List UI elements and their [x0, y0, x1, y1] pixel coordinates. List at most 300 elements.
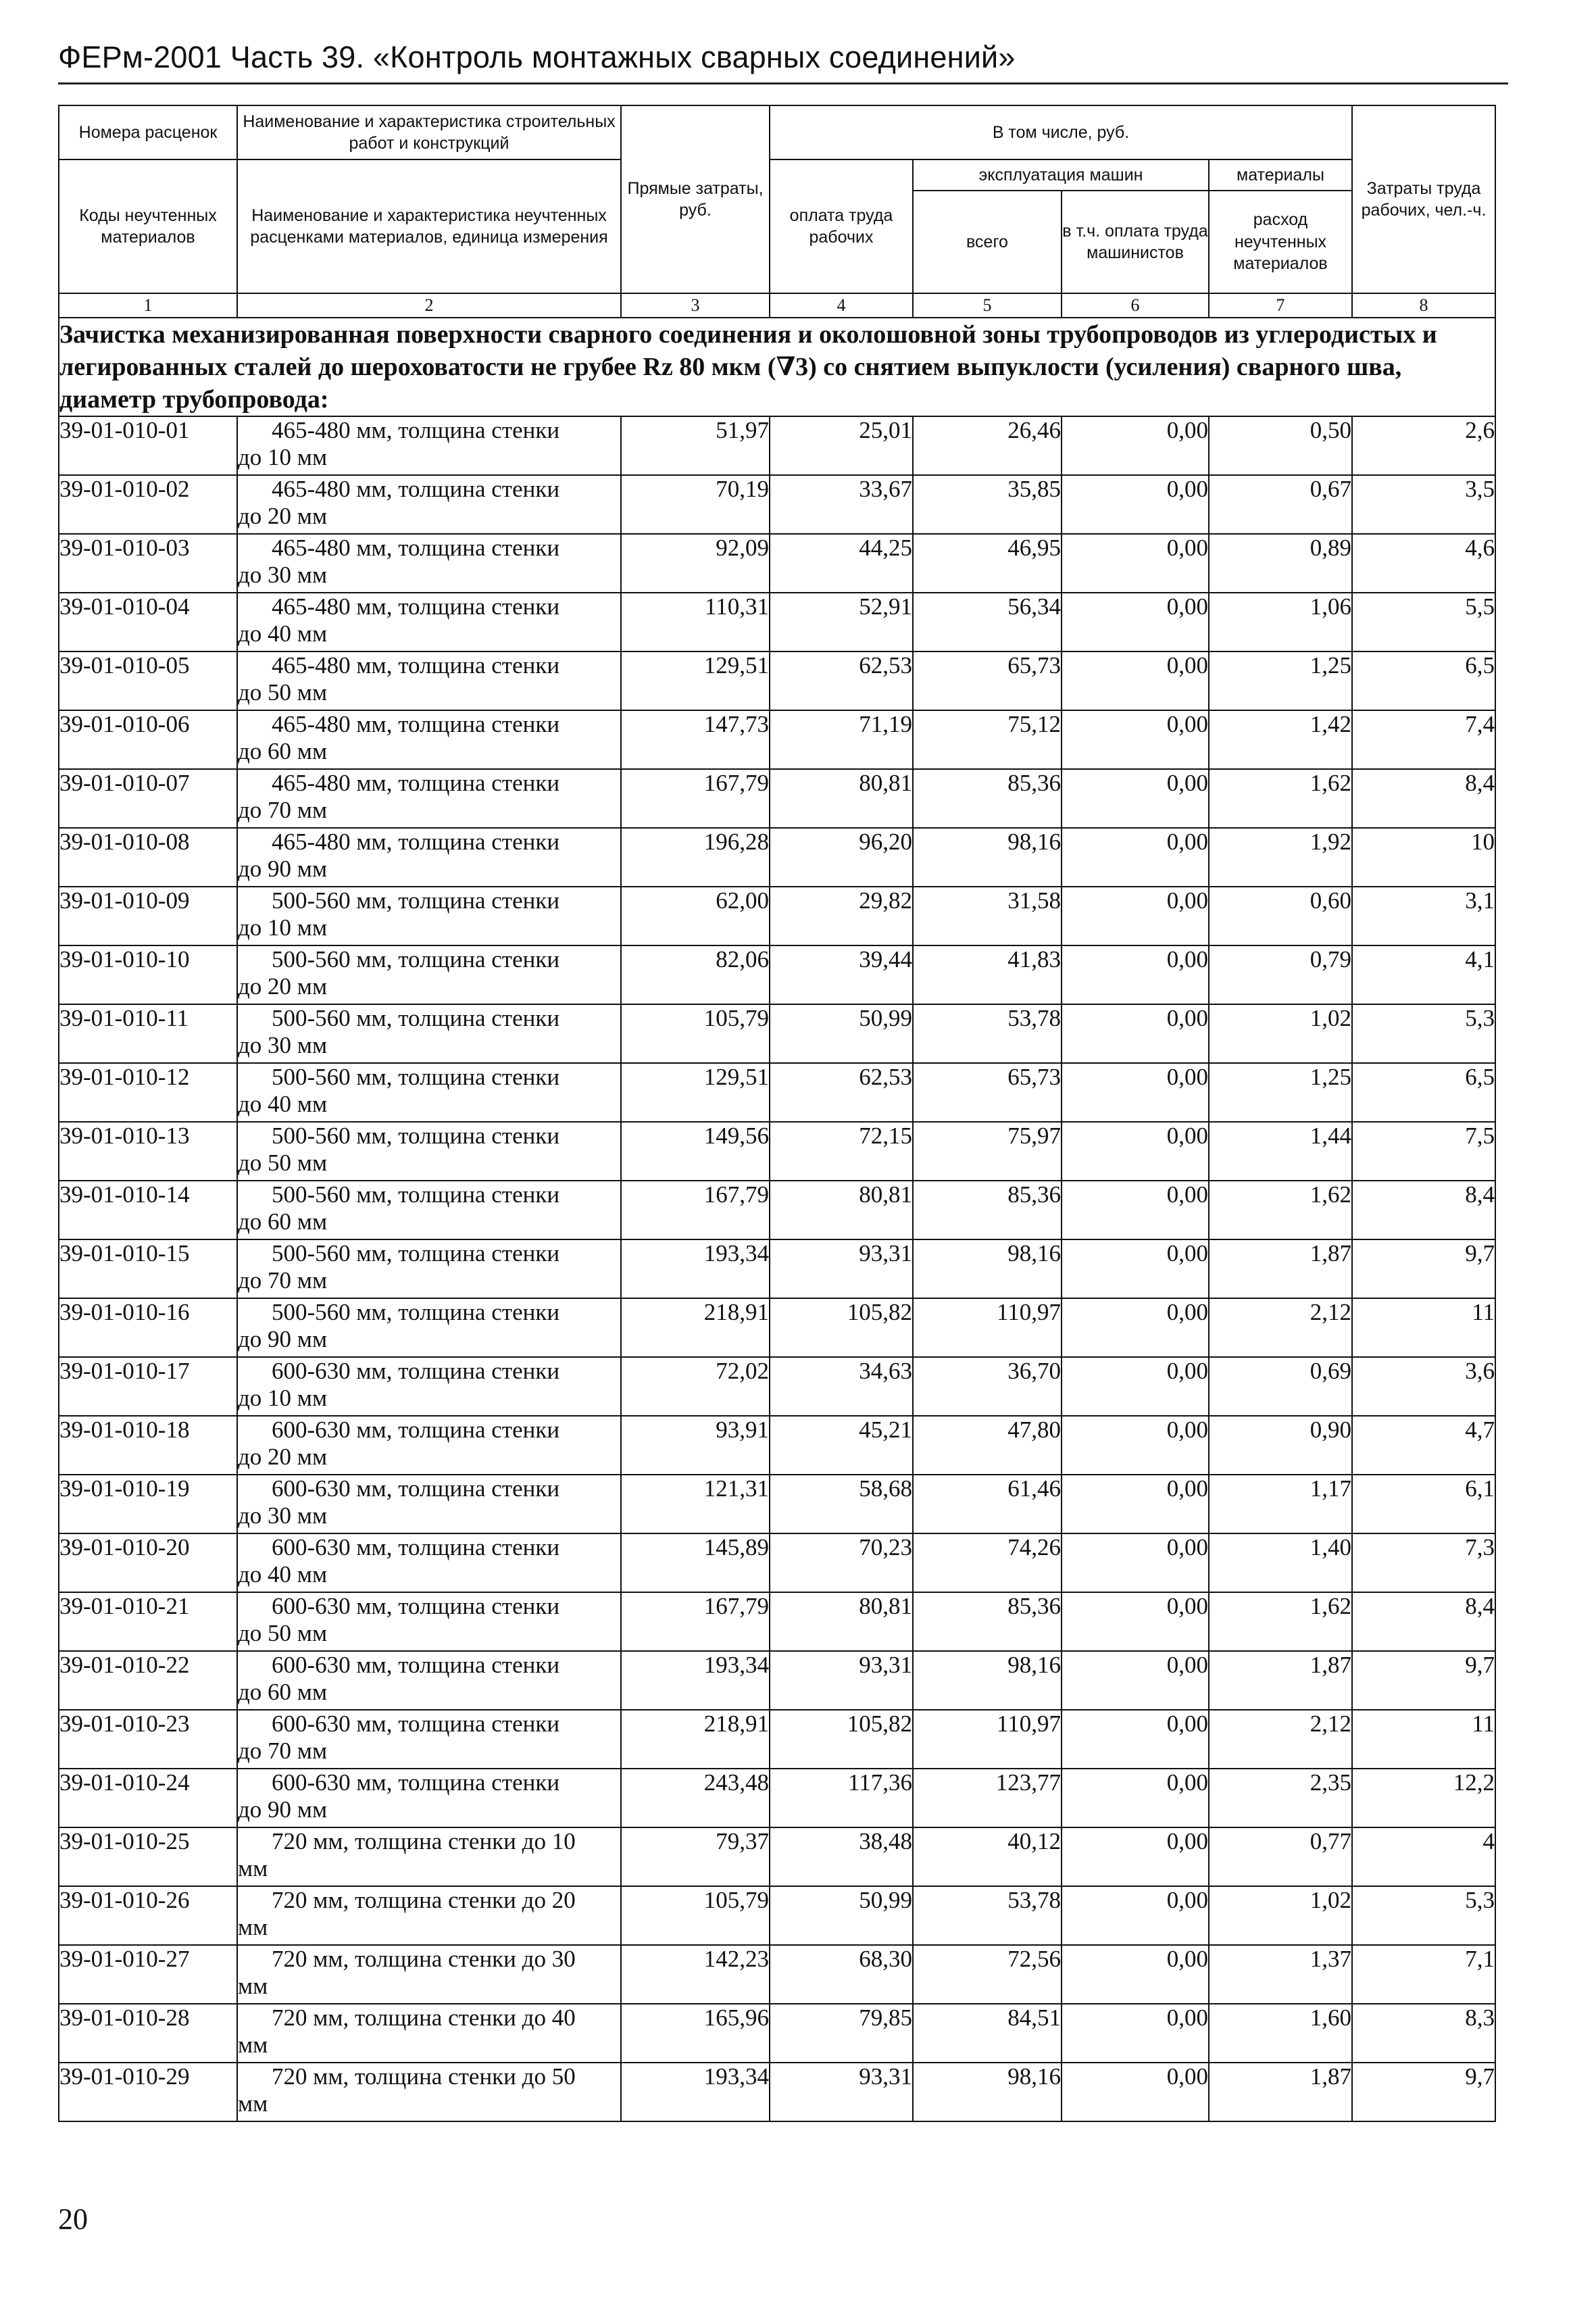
description-cell	[237, 1239, 621, 1298]
materials-cell: 1,87	[1209, 1651, 1352, 1710]
materials-cell: 1,25	[1209, 651, 1352, 710]
rate-code-cell: 39-01-010-07	[59, 769, 237, 828]
column-number: 3	[621, 293, 770, 318]
worker-pay-cell: 29,82	[770, 887, 913, 945]
materials-cell: 1,25	[1209, 1063, 1352, 1122]
description-cell	[237, 534, 621, 593]
header-direct-costs: Прямые затраты, руб.	[621, 105, 770, 293]
header-work-name: Наименование и характеристика строительных работ и конструкций	[237, 105, 621, 159]
description-line-2: до 90 мм	[238, 1796, 328, 1823]
machine-total-cell: 98,16	[913, 2063, 1062, 2121]
description-line-2: до 40 мм	[238, 620, 328, 647]
section-title: Зачистка механизированная поверхности сварного соединения и околошовной зоны трубопроводов из углеродистых и легированных сталей до шероховатости не грубее Rz 80 мкм (∇3) со снятием выпуклости (усиления) сварного шва, диаметр трубопровода:	[59, 318, 1495, 416]
direct-costs-cell: 51,97	[621, 416, 770, 475]
rate-code-cell: 39-01-010-09	[59, 887, 237, 945]
materials-cell: 0,89	[1209, 534, 1352, 593]
description-line-2: до 20 мм	[238, 973, 328, 1000]
operator-pay-cell: 0,00	[1062, 1416, 1209, 1475]
worker-pay-cell: 70,23	[770, 1533, 913, 1592]
rate-code-cell: 39-01-010-19	[59, 1475, 237, 1533]
worker-pay-cell: 34,63	[770, 1357, 913, 1416]
labor-cell: 3,1	[1352, 887, 1495, 945]
description-cell	[237, 1769, 621, 1827]
materials-cell: 1,44	[1209, 1122, 1352, 1181]
operator-pay-cell: 0,00	[1062, 1886, 1209, 1945]
operator-pay-cell: 0,00	[1062, 1181, 1209, 1239]
labor-cell: 6,5	[1352, 1063, 1495, 1122]
direct-costs-cell: 218,91	[621, 1710, 770, 1769]
operator-pay-cell: 0,00	[1062, 769, 1209, 828]
materials-cell: 1,60	[1209, 2004, 1352, 2063]
labor-cell: 6,5	[1352, 651, 1495, 710]
labor-cell: 4,6	[1352, 534, 1495, 593]
worker-pay-cell: 105,82	[770, 1710, 913, 1769]
machine-total-cell: 35,85	[913, 475, 1062, 534]
machine-total-cell: 84,51	[913, 2004, 1062, 2063]
header-machine-operation: эксплуатация машин	[913, 159, 1209, 191]
column-number: 6	[1062, 293, 1209, 318]
direct-costs-cell: 79,37	[621, 1827, 770, 1886]
worker-pay-cell: 45,21	[770, 1416, 913, 1475]
labor-cell: 8,4	[1352, 1181, 1495, 1239]
machine-total-cell: 98,16	[913, 1239, 1062, 1298]
description-cell	[237, 2004, 621, 2063]
description-cell	[237, 1945, 621, 2004]
description-cell	[237, 1886, 621, 1945]
direct-costs-cell: 147,73	[621, 710, 770, 769]
description-cell	[237, 1533, 621, 1592]
description-cell	[237, 651, 621, 710]
rate-code-cell: 39-01-010-04	[59, 593, 237, 651]
worker-pay-cell: 80,81	[770, 769, 913, 828]
header-labor-costs: Затраты труда рабочих, чел.-ч.	[1352, 105, 1495, 293]
worker-pay-cell: 25,01	[770, 416, 913, 475]
description-line-2: до 70 мм	[238, 1738, 328, 1764]
machine-total-cell: 53,78	[913, 1004, 1062, 1063]
table-row	[59, 534, 1495, 593]
table-row	[59, 710, 1495, 769]
description-cell	[237, 1004, 621, 1063]
operator-pay-cell: 0,00	[1062, 1945, 1209, 2004]
machine-total-cell: 47,80	[913, 1416, 1062, 1475]
table-row	[59, 416, 1495, 475]
description-line-1: 465-480 мм, толщина стенки	[272, 535, 560, 561]
table-row	[59, 2004, 1495, 2063]
operator-pay-cell: 0,00	[1062, 1651, 1209, 1710]
machine-total-cell: 31,58	[913, 887, 1062, 945]
rate-code-cell: 39-01-010-16	[59, 1298, 237, 1357]
operator-pay-cell: 0,00	[1062, 1827, 1209, 1886]
table-row	[59, 1592, 1495, 1651]
description-cell	[237, 828, 621, 887]
direct-costs-cell: 142,23	[621, 1945, 770, 2004]
machine-total-cell: 98,16	[913, 1651, 1062, 1710]
operator-pay-cell: 0,00	[1062, 593, 1209, 651]
worker-pay-cell: 96,20	[770, 828, 913, 887]
header-rule	[58, 82, 1508, 84]
direct-costs-cell: 129,51	[621, 1063, 770, 1122]
worker-pay-cell: 50,99	[770, 1886, 913, 1945]
materials-cell: 1,17	[1209, 1475, 1352, 1533]
description-line-2: до 40 мм	[238, 1561, 328, 1587]
direct-costs-cell: 193,34	[621, 1239, 770, 1298]
description-line-1: 720 мм, толщина стенки до 10	[272, 1828, 576, 1854]
header-worker-pay: оплата труда рабочих	[770, 159, 913, 293]
table-row	[59, 593, 1495, 651]
direct-costs-cell: 167,79	[621, 769, 770, 828]
rate-code-cell: 39-01-010-05	[59, 651, 237, 710]
direct-costs-cell: 121,31	[621, 1475, 770, 1533]
materials-cell: 1,62	[1209, 1181, 1352, 1239]
direct-costs-cell: 193,34	[621, 1651, 770, 1710]
description-cell	[237, 769, 621, 828]
description-line-1: 600-630 мм, толщина стенки	[272, 1710, 560, 1737]
description-cell	[237, 1592, 621, 1651]
rate-code-cell: 39-01-010-02	[59, 475, 237, 534]
description-line-2: до 20 мм	[238, 503, 328, 529]
header-material-codes: Коды неучтенных материалов	[59, 159, 237, 293]
worker-pay-cell: 52,91	[770, 593, 913, 651]
rate-code-cell: 39-01-010-10	[59, 945, 237, 1004]
rate-code-cell: 39-01-010-20	[59, 1533, 237, 1592]
machine-total-cell: 110,97	[913, 1298, 1062, 1357]
operator-pay-cell: 0,00	[1062, 1533, 1209, 1592]
materials-cell: 0,60	[1209, 887, 1352, 945]
description-cell	[237, 1298, 621, 1357]
direct-costs-cell: 167,79	[621, 1181, 770, 1239]
description-line-1: 720 мм, толщина стенки до 20	[272, 1887, 576, 1913]
labor-cell: 11	[1352, 1710, 1495, 1769]
labor-cell: 5,3	[1352, 1886, 1495, 1945]
rate-code-cell: 39-01-010-22	[59, 1651, 237, 1710]
header-row-middle	[59, 159, 1495, 191]
description-line-1: 500-560 мм, толщина стенки	[272, 887, 560, 914]
worker-pay-cell: 62,53	[770, 1063, 913, 1122]
description-line-1: 500-560 мм, толщина стенки	[272, 1299, 560, 1325]
worker-pay-cell: 44,25	[770, 534, 913, 593]
table-row	[59, 1004, 1495, 1063]
description-line-2: до 10 мм	[238, 914, 328, 941]
operator-pay-cell: 0,00	[1062, 416, 1209, 475]
materials-cell: 1,87	[1209, 2063, 1352, 2121]
description-line-1: 500-560 мм, толщина стенки	[272, 1005, 560, 1031]
description-cell	[237, 1357, 621, 1416]
table-row	[59, 1416, 1495, 1475]
labor-cell: 5,3	[1352, 1004, 1495, 1063]
table-body	[59, 105, 1495, 2121]
column-number: 2	[237, 293, 621, 318]
direct-costs-cell: 92,09	[621, 534, 770, 593]
labor-cell: 12,2	[1352, 1769, 1495, 1827]
description-line-1: 600-630 мм, толщина стенки	[272, 1593, 560, 1619]
labor-cell: 7,1	[1352, 1945, 1495, 2004]
machine-total-cell: 36,70	[913, 1357, 1062, 1416]
description-cell	[237, 887, 621, 945]
description-line-2: до 50 мм	[238, 679, 328, 706]
description-line-1: 465-480 мм, толщина стенки	[272, 476, 560, 502]
description-line-1: 720 мм, толщина стенки до 40	[272, 2004, 576, 2031]
rate-code-cell: 39-01-010-28	[59, 2004, 237, 2063]
materials-cell: 1,87	[1209, 1239, 1352, 1298]
column-number: 8	[1352, 293, 1495, 318]
table-row	[59, 1063, 1495, 1122]
description-line-2: до 40 мм	[238, 1091, 328, 1117]
operator-pay-cell: 0,00	[1062, 887, 1209, 945]
labor-cell: 3,6	[1352, 1357, 1495, 1416]
materials-cell: 1,02	[1209, 1004, 1352, 1063]
materials-cell: 2,35	[1209, 1769, 1352, 1827]
direct-costs-cell: 62,00	[621, 887, 770, 945]
machine-total-cell: 85,36	[913, 769, 1062, 828]
table-row	[59, 2063, 1495, 2121]
operator-pay-cell: 0,00	[1062, 1239, 1209, 1298]
operator-pay-cell: 0,00	[1062, 1004, 1209, 1063]
description-line-2: до 20 мм	[238, 1444, 328, 1470]
materials-cell: 1,62	[1209, 769, 1352, 828]
header-machine-total: всего	[913, 191, 1062, 293]
description-cell	[237, 1122, 621, 1181]
table-row	[59, 1181, 1495, 1239]
worker-pay-cell: 33,67	[770, 475, 913, 534]
description-line-2: мм	[238, 1914, 268, 1940]
description-line-2: мм	[238, 2032, 268, 2058]
machine-total-cell: 75,12	[913, 710, 1062, 769]
materials-cell: 2,12	[1209, 1298, 1352, 1357]
description-cell	[237, 945, 621, 1004]
description-line-1: 600-630 мм, толщина стенки	[272, 1417, 560, 1443]
column-number: 7	[1209, 293, 1352, 318]
machine-total-cell: 75,97	[913, 1122, 1062, 1181]
operator-pay-cell: 0,00	[1062, 2004, 1209, 2063]
description-line-2: до 50 мм	[238, 1150, 328, 1176]
operator-pay-cell: 0,00	[1062, 475, 1209, 534]
description-line-2: до 90 мм	[238, 1326, 328, 1352]
description-line-2: мм	[238, 2090, 268, 2117]
column-numbers-row	[59, 293, 1495, 318]
description-line-1: 465-480 мм, толщина стенки	[272, 770, 560, 796]
direct-costs-cell: 167,79	[621, 1592, 770, 1651]
table-row	[59, 828, 1495, 887]
operator-pay-cell: 0,00	[1062, 534, 1209, 593]
direct-costs-cell: 105,79	[621, 1886, 770, 1945]
table-row	[59, 1710, 1495, 1769]
direct-costs-cell: 196,28	[621, 828, 770, 887]
table-row	[59, 1886, 1495, 1945]
materials-cell: 1,42	[1209, 710, 1352, 769]
rate-code-cell: 39-01-010-25	[59, 1827, 237, 1886]
machine-total-cell: 98,16	[913, 828, 1062, 887]
description-cell	[237, 1827, 621, 1886]
table-row	[59, 475, 1495, 534]
direct-costs-cell: 72,02	[621, 1357, 770, 1416]
description-line-2: до 60 мм	[238, 1679, 328, 1705]
description-line-2: до 90 мм	[238, 856, 328, 882]
rate-code-cell: 39-01-010-12	[59, 1063, 237, 1122]
operator-pay-cell: 0,00	[1062, 1592, 1209, 1651]
rate-code-cell: 39-01-010-01	[59, 416, 237, 475]
worker-pay-cell: 39,44	[770, 945, 913, 1004]
rate-code-cell: 39-01-010-17	[59, 1357, 237, 1416]
description-cell	[237, 1181, 621, 1239]
labor-cell: 4	[1352, 1827, 1495, 1886]
labor-cell: 2,6	[1352, 416, 1495, 475]
rate-code-cell: 39-01-010-21	[59, 1592, 237, 1651]
description-cell	[237, 1475, 621, 1533]
header-operator-pay: в т.ч. оплата труда машинистов	[1062, 191, 1209, 293]
worker-pay-cell: 93,31	[770, 1239, 913, 1298]
labor-cell: 7,5	[1352, 1122, 1495, 1181]
rate-code-cell: 39-01-010-23	[59, 1710, 237, 1769]
labor-cell: 5,5	[1352, 593, 1495, 651]
direct-costs-cell: 243,48	[621, 1769, 770, 1827]
machine-total-cell: 65,73	[913, 1063, 1062, 1122]
description-line-1: 465-480 мм, толщина стенки	[272, 829, 560, 855]
worker-pay-cell: 68,30	[770, 1945, 913, 2004]
materials-cell: 1,92	[1209, 828, 1352, 887]
operator-pay-cell: 0,00	[1062, 1063, 1209, 1122]
table-row	[59, 887, 1495, 945]
operator-pay-cell: 0,00	[1062, 2063, 1209, 2121]
page-number: 20	[58, 2202, 88, 2236]
operator-pay-cell: 0,00	[1062, 1298, 1209, 1357]
description-line-2: до 60 мм	[238, 1208, 328, 1235]
materials-cell: 1,02	[1209, 1886, 1352, 1945]
table-row	[59, 769, 1495, 828]
materials-cell: 1,40	[1209, 1533, 1352, 1592]
description-line-1: 465-480 мм, толщина стенки	[272, 417, 560, 443]
materials-cell: 0,77	[1209, 1827, 1352, 1886]
table-row	[59, 945, 1495, 1004]
description-cell	[237, 1710, 621, 1769]
description-line-2: до 10 мм	[238, 1385, 328, 1411]
description-line-1: 500-560 мм, толщина стенки	[272, 1123, 560, 1149]
direct-costs-cell: 110,31	[621, 593, 770, 651]
direct-costs-cell: 218,91	[621, 1298, 770, 1357]
machine-total-cell: 85,36	[913, 1592, 1062, 1651]
description-line-1: 500-560 мм, толщина стенки	[272, 1181, 560, 1208]
worker-pay-cell: 72,15	[770, 1122, 913, 1181]
section-title-row	[59, 318, 1495, 416]
operator-pay-cell: 0,00	[1062, 1710, 1209, 1769]
materials-cell: 1,37	[1209, 1945, 1352, 2004]
running-header: ФЕРм-2001 Часть 39. «Контроль монтажных сварных соединений»	[58, 40, 1016, 74]
direct-costs-cell: 129,51	[621, 651, 770, 710]
labor-cell: 4,1	[1352, 945, 1495, 1004]
operator-pay-cell: 0,00	[1062, 1122, 1209, 1181]
direct-costs-cell: 105,79	[621, 1004, 770, 1063]
description-line-1: 600-630 мм, толщина стенки	[272, 1652, 560, 1678]
description-line-1: 465-480 мм, толщина стенки	[272, 652, 560, 679]
description-line-2: мм	[238, 1973, 268, 1999]
labor-cell: 7,3	[1352, 1533, 1495, 1592]
table-row	[59, 651, 1495, 710]
description-cell	[237, 2063, 621, 2121]
description-line-1: 600-630 мм, толщина стенки	[272, 1769, 560, 1796]
rate-code-cell: 39-01-010-24	[59, 1769, 237, 1827]
worker-pay-cell: 79,85	[770, 2004, 913, 2063]
operator-pay-cell: 0,00	[1062, 1357, 1209, 1416]
worker-pay-cell: 117,36	[770, 1769, 913, 1827]
machine-total-cell: 46,95	[913, 534, 1062, 593]
column-number: 4	[770, 293, 913, 318]
worker-pay-cell: 71,19	[770, 710, 913, 769]
rate-code-cell: 39-01-010-18	[59, 1416, 237, 1475]
labor-cell: 3,5	[1352, 475, 1495, 534]
description-line-2: до 60 мм	[238, 738, 328, 764]
description-line-1: 465-480 мм, толщина стенки	[272, 593, 560, 620]
labor-cell: 10	[1352, 828, 1495, 887]
description-cell	[237, 475, 621, 534]
machine-total-cell: 74,26	[913, 1533, 1062, 1592]
description-cell	[237, 710, 621, 769]
machine-total-cell: 26,46	[913, 416, 1062, 475]
description-line-2: до 30 мм	[238, 1502, 328, 1529]
rate-code-cell: 39-01-010-06	[59, 710, 237, 769]
labor-cell: 8,4	[1352, 769, 1495, 828]
machine-total-cell: 110,97	[913, 1710, 1062, 1769]
rates-table	[58, 105, 1496, 2122]
description-line-1: 600-630 мм, толщина стенки	[272, 1358, 560, 1384]
description-line-1: 465-480 мм, толщина стенки	[272, 711, 560, 737]
materials-cell: 0,50	[1209, 416, 1352, 475]
direct-costs-cell: 149,56	[621, 1122, 770, 1181]
labor-cell: 8,4	[1352, 1592, 1495, 1651]
description-line-2: до 70 мм	[238, 797, 328, 823]
labor-cell: 9,7	[1352, 1651, 1495, 1710]
direct-costs-cell: 145,89	[621, 1533, 770, 1592]
table-row	[59, 1239, 1495, 1298]
description-line-1: 600-630 мм, толщина стенки	[272, 1475, 560, 1502]
machine-total-cell: 65,73	[913, 651, 1062, 710]
header-rate-numbers: Номера расценок	[59, 105, 237, 159]
operator-pay-cell: 0,00	[1062, 828, 1209, 887]
direct-costs-cell: 70,19	[621, 475, 770, 534]
worker-pay-cell: 58,68	[770, 1475, 913, 1533]
rate-code-cell: 39-01-010-26	[59, 1886, 237, 1945]
description-cell	[237, 593, 621, 651]
materials-cell: 2,12	[1209, 1710, 1352, 1769]
machine-total-cell: 85,36	[913, 1181, 1062, 1239]
table-row	[59, 1827, 1495, 1886]
header-unaccounted-materials: расход неучтенных материалов	[1209, 191, 1352, 293]
description-line-2: до 30 мм	[238, 562, 328, 588]
description-line-2: до 10 мм	[238, 444, 328, 470]
machine-total-cell: 40,12	[913, 1827, 1062, 1886]
worker-pay-cell: 93,31	[770, 1651, 913, 1710]
operator-pay-cell: 0,00	[1062, 945, 1209, 1004]
description-line-2: до 30 мм	[238, 1032, 328, 1058]
labor-cell: 9,7	[1352, 2063, 1495, 2121]
materials-cell: 0,79	[1209, 945, 1352, 1004]
rate-code-cell: 39-01-010-08	[59, 828, 237, 887]
materials-cell: 0,90	[1209, 1416, 1352, 1475]
header-material-name: Наименование и характеристика неучтенных расценками материалов, единица измерения	[237, 159, 621, 293]
description-line-2: мм	[238, 1855, 268, 1881]
description-line-2: до 70 мм	[238, 1267, 328, 1294]
description-line-1: 600-630 мм, толщина стенки	[272, 1534, 560, 1560]
table-row	[59, 1122, 1495, 1181]
worker-pay-cell: 80,81	[770, 1181, 913, 1239]
header-row-top	[59, 105, 1495, 159]
worker-pay-cell: 62,53	[770, 651, 913, 710]
description-cell	[237, 1416, 621, 1475]
table-row	[59, 1475, 1495, 1533]
header-materials: материалы	[1209, 159, 1352, 191]
labor-cell: 6,1	[1352, 1475, 1495, 1533]
labor-cell: 7,4	[1352, 710, 1495, 769]
column-number: 5	[913, 293, 1062, 318]
machine-total-cell: 61,46	[913, 1475, 1062, 1533]
